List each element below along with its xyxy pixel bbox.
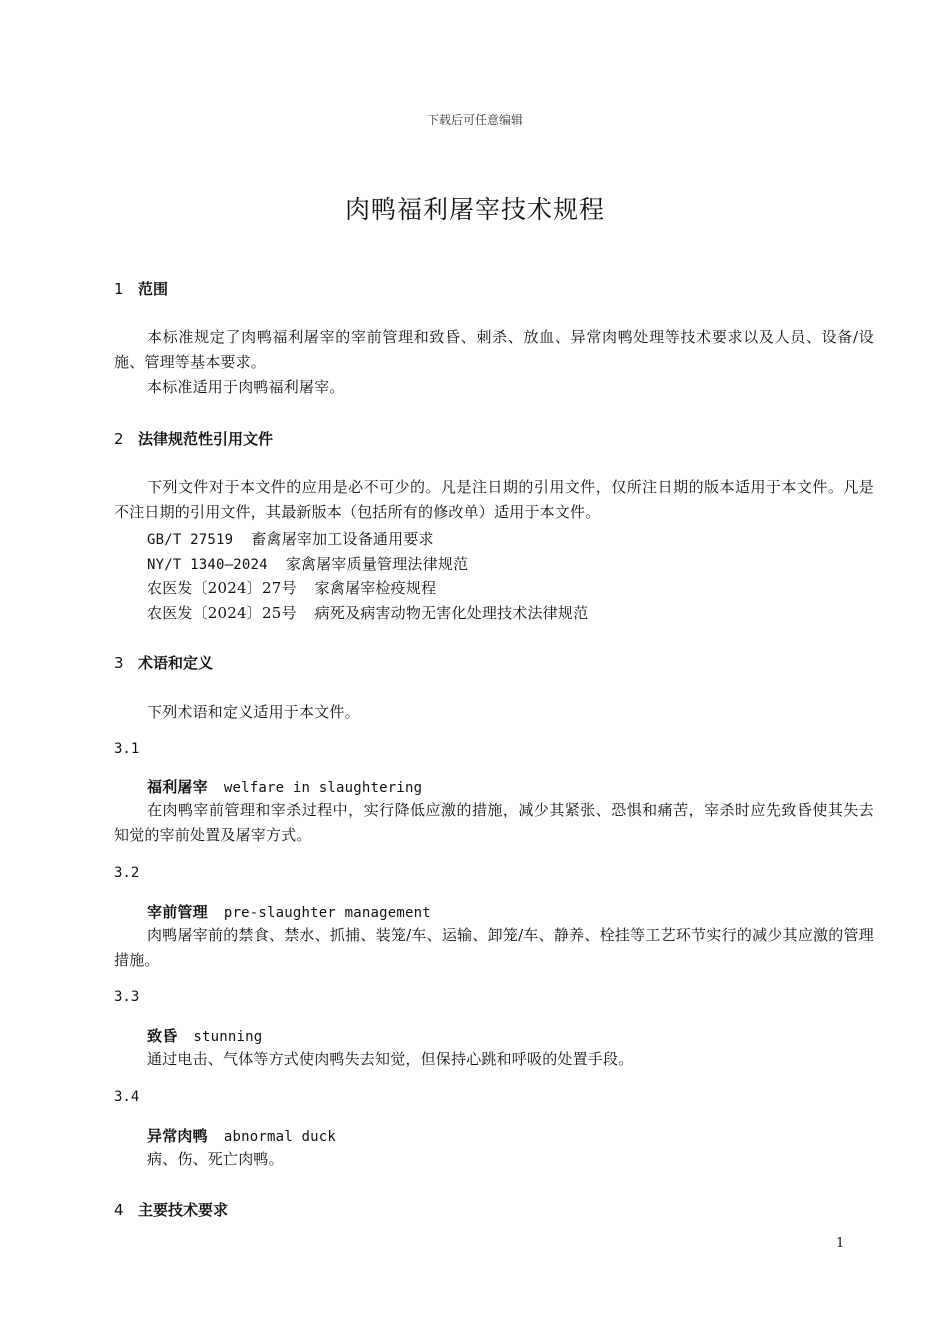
header-note: 下载后可任意编辑 [426, 113, 523, 127]
reference-title: 家禽屠宰质量管理法律规范 [285, 555, 469, 573]
section-3-heading [114, 652, 213, 673]
reference-item [147, 553, 468, 574]
term-number: 3.1 [114, 741, 140, 757]
reference-code: 农医发〔2024〕27号 [147, 579, 297, 597]
term-heading [147, 776, 422, 797]
reference-code: NY/T 1340—2024 [147, 557, 268, 573]
reference-title: 畜禽屠宰加工设备通用要求 [251, 530, 434, 548]
term-heading [147, 1125, 336, 1146]
reference-item [147, 602, 588, 623]
term-definition: 在肉鸭宰前管理和宰杀过程中，实行降低应激的措施，减少其紧张、恐惧和痛苦，宰杀时应先致昏使其失去知觉的宰前处置及屠宰方式。 [114, 801, 874, 844]
term-chinese: 异常肉鸭 [147, 1127, 208, 1145]
term-number: 3.3 [114, 989, 140, 1005]
term-english: abnormal duck [223, 1129, 336, 1145]
term-chinese: 宰前管理 [147, 903, 208, 921]
section-title: 主要技术要求 [138, 1201, 229, 1219]
reference-code: GB/T 27519 [147, 532, 234, 548]
term-number: 3.2 [114, 865, 140, 881]
term-english: welfare in slaughtering [223, 780, 423, 796]
reference-code: 农医发〔2024〕25号 [147, 604, 297, 622]
term-definition: 通过电击、气体等方式使肉鸭失去知觉，但保持心跳和呼吸的处置手段。 [147, 1050, 634, 1068]
section-number: 4 [114, 1201, 124, 1219]
reference-title: 病死及病害动物无害化处理技术法律规范 [314, 604, 589, 622]
reference-item [147, 577, 436, 598]
section-number: 3 [114, 654, 124, 672]
section-1-paragraph: 本标准适用于肉鸭福利屠宰。 [147, 378, 345, 396]
section-1-heading [114, 278, 168, 299]
section-number: 1 [114, 280, 124, 298]
section-title: 术语和定义 [138, 654, 214, 672]
term-chinese: 致昏 [147, 1027, 178, 1045]
term-chinese: 福利屠宰 [147, 778, 208, 796]
term-definition: 病、伤、死亡肉鸭。 [147, 1150, 284, 1168]
reference-title: 家禽屠宰检疫规程 [314, 579, 437, 597]
section-1-paragraph: 本标准规定了肉鸭福利屠宰的宰前管理和致昏、刺杀、放血、异常肉鸭处理等技术要求以及人员、设备/设施、管理等基本要求。 [114, 328, 874, 371]
section-4-heading [114, 1199, 228, 1220]
term-heading [147, 901, 431, 922]
term-definition: 肉鸭屠宰前的禁食、禁水、抓捕、装笼/车、运输、卸笼/车、静养、栓挂等工艺环节实行的减少其应激的管理措施。 [114, 926, 874, 969]
term-heading [147, 1025, 262, 1046]
term-english: pre-slaughter management [223, 905, 431, 921]
section-title: 法律规范性引用文件 [138, 430, 274, 448]
section-title: 范围 [138, 280, 169, 298]
page-number: 1 [836, 1236, 845, 1251]
section-3-intro: 下列术语和定义适用于本文件。 [147, 703, 360, 721]
section-number: 2 [114, 430, 124, 448]
document-title: 肉鸭福利屠宰技术规程 [344, 195, 605, 224]
section-2-intro: 下列文件对于本文件的应用是必不可少的。凡是注日期的引用文件，仅所注日期的版本适用于本文件。凡是不注日期的引用文件，其最新版本（包括所有的修改单）适用于本文件。 [114, 478, 874, 521]
term-english: stunning [193, 1029, 263, 1045]
reference-item [147, 528, 434, 549]
term-number: 3.4 [114, 1089, 140, 1105]
section-2-heading [114, 428, 273, 449]
